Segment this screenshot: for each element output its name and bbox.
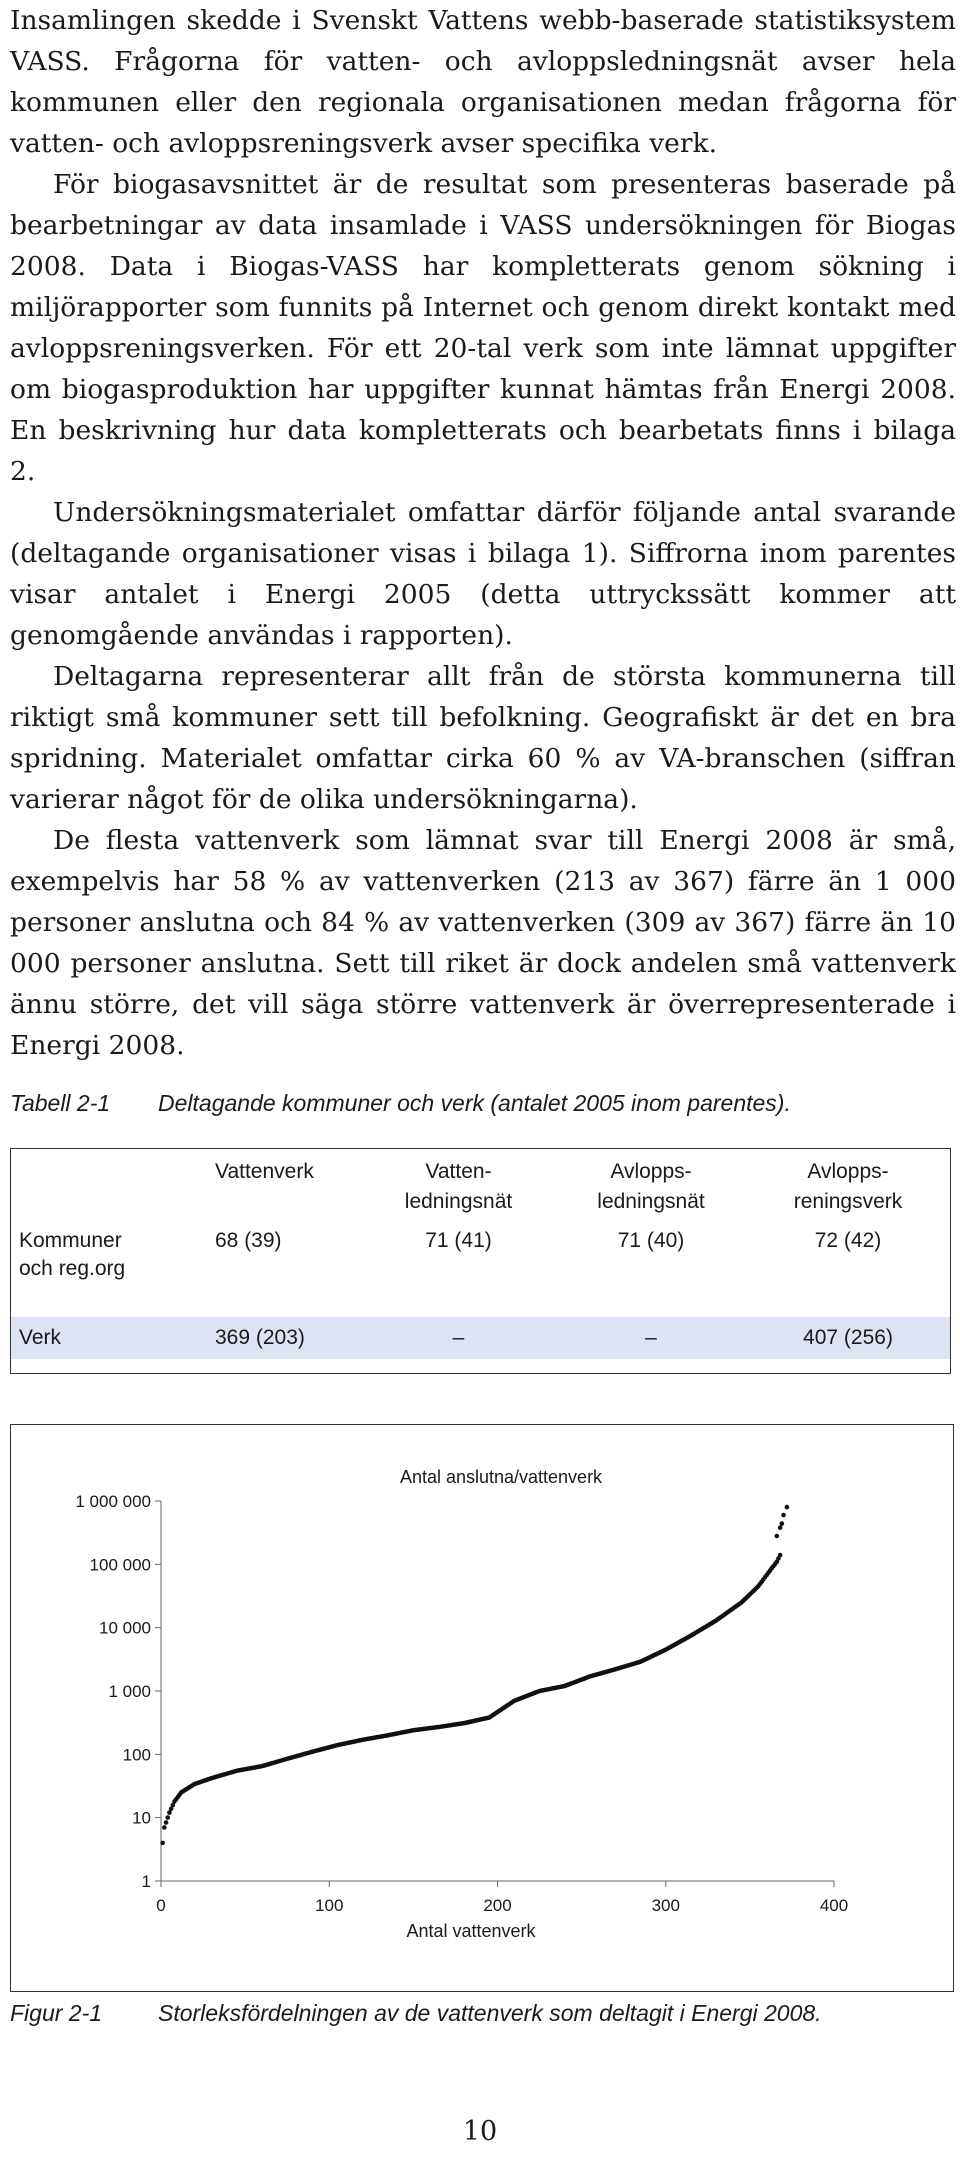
column-header: Avlopps- ledningsnät (597, 1160, 705, 1213)
y-tick-label: 1 000 000 (75, 1492, 151, 1511)
y-tick-label: 10 000 (99, 1618, 151, 1638)
chart-title: Antal anslutna/vattenverk (399, 1467, 603, 1487)
data-point (778, 1525, 783, 1530)
table-row (11, 1317, 950, 1359)
participants-table (10, 1148, 951, 1374)
table-cell: – (361, 1317, 556, 1359)
data-point (164, 1820, 169, 1825)
x-tick-label: 200 (483, 1896, 512, 1915)
column-header: Vatten- ledningsnät (404, 1160, 513, 1213)
x-tick-label: 400 (819, 1896, 849, 1915)
paragraph: För biogasavsnittet är de resultat som presenteras baserade på bearbetningar av data insamlade i VASS undersökningen för Biogas 2008. Data i Biogas-VASS har kompletterats genom sökning i miljörapporter som funnits på Internet och genom direkt kontakt med avloppsreningsverken. För ett 20-tal verk som inte lämnat uppgifter om biogasproduktion har uppgifter kunnat hämtas från Energi 2008. En beskrivning hur data kompletterats och bearbetats finns i bilaga 2. (10, 169, 956, 487)
column-header: Vattenverk (215, 1160, 314, 1183)
table-caption-text: Deltagande kommuner och verk (antalet 2005 inom parentes). (158, 1090, 791, 1116)
table-cell: 68 (39) (215, 1229, 282, 1252)
figure-frame (10, 1424, 954, 1992)
y-tick-label: 10 (132, 1808, 151, 1828)
data-point (160, 1841, 165, 1846)
figure-caption (10, 2000, 822, 2027)
chart-points (160, 1505, 789, 1845)
row-label: Verk (11, 1317, 201, 1359)
column-header: Avlopps- reningsverk (793, 1160, 903, 1213)
page-number: 10 (462, 2116, 498, 2147)
y-tick-label: 100 (122, 1745, 151, 1765)
data-point (774, 1534, 779, 1539)
chart-axes (75, 1492, 848, 1915)
data-point (785, 1505, 790, 1510)
data-point (162, 1825, 167, 1830)
table-label: Tabell 2-1 (10, 1090, 111, 1116)
y-tick-label: 1 (141, 1872, 151, 1891)
x-tick-label: 300 (651, 1896, 680, 1915)
x-tick-label: 100 (315, 1896, 344, 1915)
x-tick-label: 0 (156, 1896, 166, 1915)
table-cell: 407 (256) (746, 1317, 950, 1359)
figure-caption-text: Storleksfördelningen av de vattenverk som deltagit i Energi 2008. (158, 2000, 822, 2026)
row-label: Kommuner och reg.org (19, 1229, 126, 1280)
paragraph: Deltagarna representerar allt från de största kommunerna till riktigt små kommuner sett till befolkning. Geografiskt är det en bra spridning. Materialet omfattar cirka 60 % av VA-branschen (siffran varierar något för de olika undersökningarna). (10, 661, 956, 815)
table-cell: – (556, 1317, 746, 1359)
paragraph: De flesta vattenverk som lämnat svar till Energi 2008 är små, exempelvis har 58 % av vattenverken (213 av 367) färre än 1 000 personer anslutna och 84 % av vattenverken (309 av 367) färre än 10 000 personer anslutna. Sett till riket är dock andelen små vattenverk ännu större, det vill säga större vattenverk är överrepresenterade i Energi 2008. (10, 825, 956, 1061)
figure-label: Figur 2-1 (10, 2000, 103, 2026)
data-point (780, 1521, 785, 1526)
table-cell: 369 (203) (201, 1317, 361, 1359)
y-tick-label: 1 000 (108, 1682, 151, 1701)
table-cell: 71 (41) (425, 1229, 492, 1252)
table-cell: 72 (42) (814, 1229, 882, 1252)
table-row (11, 1227, 950, 1317)
paragraph: Insamlingen skedde i Svenskt Vattens webb-baserade statistiksystem VASS. Frågorna för vatten- och avloppsledningsnät avser hela kommunen eller den regionala organisationen medan frågorna för vatten- och avloppsreningsverk avser specifika verk. (10, 5, 956, 159)
table-caption (10, 1090, 791, 1117)
table-cell: 71 (40) (617, 1229, 685, 1252)
data-point (781, 1513, 786, 1518)
body-text (10, 0, 956, 1066)
table-header-row (11, 1149, 950, 1227)
data-point (778, 1553, 783, 1558)
size-distribution-chart (11, 1425, 953, 1991)
data-point (165, 1815, 170, 1820)
y-tick-label: 100 000 (89, 1555, 151, 1575)
chart-xlabel: Antal vattenverk (406, 1921, 536, 1941)
paragraph: Undersökningsmaterialet omfattar därför följande antal svarande (deltagande organisationer visas i bilaga 1). Siffrorna inom parentes visar antalet i Energi 2005 (detta uttryckssätt kommer att genomgående användas i rapporten). (10, 497, 956, 651)
